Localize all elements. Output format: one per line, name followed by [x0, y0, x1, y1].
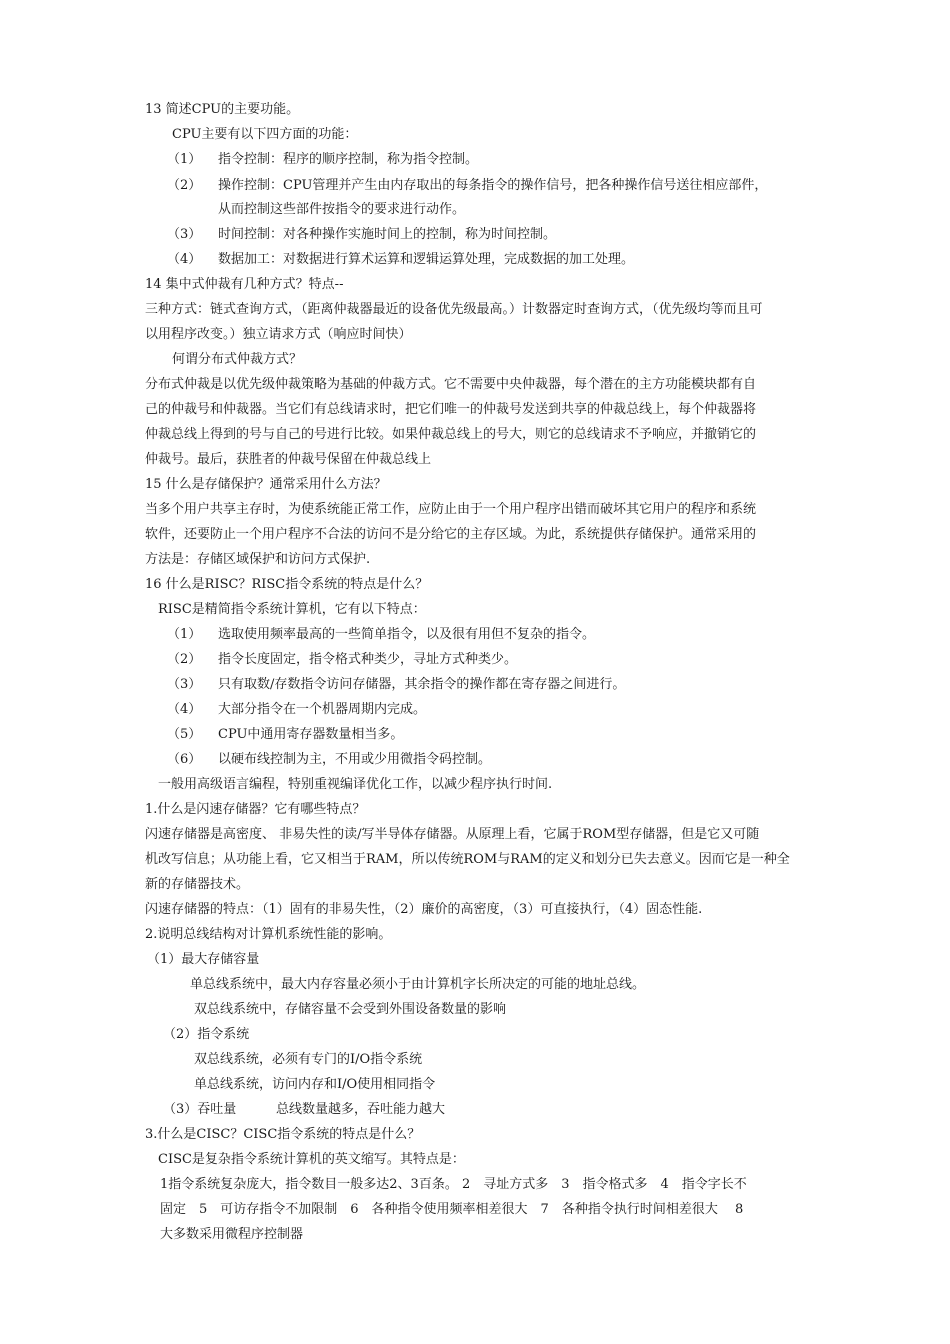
- s2-heading-2: （2）指令系统: [163, 1027, 250, 1042]
- q16-title: 16 什么是RISC？RISC指令系统的特点是什么？: [145, 577, 429, 592]
- s3-line-2: 固定 5 可访存指令不加限制 6 各种指令使用频率相差很大 7 各种指令执行时间相差很大 8: [160, 1202, 744, 1217]
- q13-item-4-text: 数据加工：对数据进行算术运算和逻辑运算处理，完成数据的加工处理。: [218, 252, 635, 267]
- q16-item-3-num: （3）: [167, 677, 202, 692]
- q13-item-4-num: （4）: [167, 252, 202, 267]
- q15-title: 15 什么是存储保护？通常采用什么方法？: [145, 477, 387, 492]
- q16-item-6-num: （6）: [167, 752, 202, 767]
- q13-title: 13 简述CPU的主要功能。: [145, 102, 300, 117]
- q15-line-2: 软件，还要防止一个用户程序不合法的访问不是分给它的主存区域。为此，系统提供存储保护。通常采用的: [145, 527, 757, 542]
- q14-line-2: 以用程序改变。）独立请求方式（响应时间快）: [145, 327, 412, 342]
- q13-item-3-text: 时间控制：对各种操作实施时间上的控制，称为时间控制。: [218, 227, 557, 242]
- s2-line-4: 单总线系统，访问内存和I/O使用相同指令: [194, 1077, 436, 1092]
- s2-line-5: 总线数量越多，吞吐能力越大: [276, 1102, 446, 1117]
- q14-sub-line-4: 仲裁号。最后，获胜者的仲裁号保留在仲裁总线上: [145, 452, 432, 467]
- q13-item-2-num: （2）: [167, 178, 202, 193]
- s2-line-1: 单总线系统中，最大内存容量必须小于由计算机字长所决定的可能的地址总线。: [190, 977, 646, 992]
- s2-line-2: 双总线系统中，存储容量不会受到外围设备数量的影响: [194, 1002, 507, 1017]
- q13-item-3-num: （3）: [167, 227, 202, 242]
- s2-title: 2.说明总线结构对计算机系统性能的影响。: [145, 927, 392, 942]
- q16-item-4-text: 大部分指令在一个机器周期内完成。: [218, 702, 427, 717]
- q14-title: 14 集中式仲裁有几种方式？特点--: [145, 277, 344, 292]
- q16-item-5-text: CPU中通用寄存器数量相当多。: [218, 727, 404, 742]
- s1-title: 1.什么是闪速存储器？它有哪些特点？: [145, 802, 366, 817]
- q16-intro: RISC是精简指令系统计算机，它有以下特点：: [158, 602, 426, 617]
- q13-item-2-text-cont: 从而控制这些部件按指令的要求进行动作。: [218, 202, 466, 217]
- s1-line-1: 闪速存储器是高密度、 非易失性的读/写半导体存储器。从原理上看，它属于ROM型存储器，但是它又可随: [145, 827, 760, 842]
- q16-item-6-text: 以硬布线控制为主，不用或少用微指令码控制。: [218, 752, 492, 767]
- s1-line-3: 新的存储器技术。: [145, 877, 250, 892]
- q14-sub-title: 何谓分布式仲裁方式？: [172, 352, 303, 367]
- q13-intro: CPU主要有以下四方面的功能：: [172, 127, 358, 142]
- q16-item-4-num: （4）: [167, 702, 202, 717]
- q16-item-5-num: （5）: [167, 727, 202, 742]
- s2-line-3: 双总线系统，必须有专门的I/O指令系统: [194, 1052, 423, 1067]
- s2-heading-3: （3）吞吐量: [163, 1102, 237, 1117]
- q13-item-1-text: 指令控制：程序的顺序控制，称为指令控制。: [218, 152, 479, 167]
- q14-line-1: 三种方式：链式查询方式，（距离仲裁器最近的设备优先级最高。）计数器定时查询方式，（优先级均等而且可: [145, 302, 763, 317]
- s3-line-1: 1指令系统复杂庞大，指令数目一般多达2、3百条。 2 寻址方式多 3 指令格式多 4 指令字长不: [160, 1177, 747, 1192]
- q14-sub-line-3: 仲裁总线上得到的号与自己的号进行比较。如果仲裁总线上的号大，则它的总线请求不予响应，并撤销它的: [145, 427, 757, 442]
- q15-line-1: 当多个用户共享主存时，为使系统能正常工作，应防止由于一个用户程序出错而破坏其它用户的程序和系统: [145, 502, 757, 517]
- q16-item-3-text: 只有取数/存数指令访问存储器，其余指令的操作都在寄存器之间进行。: [218, 677, 626, 692]
- s1-line-4: 闪速存储器的特点：（1）固有的非易失性，（2）廉价的高密度，（3）可直接执行，（4）固态性能.: [145, 902, 703, 917]
- q16-outro: 一般用高级语言编程，特别重视编译优化工作，以减少程序执行时间.: [158, 777, 553, 792]
- s2-heading-1: （1）最大存储容量: [147, 952, 260, 967]
- q14-sub-line-2: 己的仲裁号和仲裁器。当它们有总线请求时，把它们唯一的仲裁号发送到共享的仲裁总线上，每个仲裁器将: [145, 402, 757, 417]
- s3-intro: CISC是复杂指令系统计算机的英文缩写。其特点是：: [158, 1152, 465, 1167]
- q16-item-2-text: 指令长度固定，指令格式种类少，寻址方式种类少。: [218, 652, 518, 667]
- q13-item-1-num: （1）: [167, 152, 202, 167]
- q15-line-3: 方法是：存储区域保护和访问方式保护.: [145, 552, 371, 567]
- q13-item-2-text: 操作控制：CPU管理并产生由内存取出的每条指令的操作信号，把各种操作信号送往相应部件，: [218, 178, 768, 193]
- s3-title: 3.什么是CISC？CISC指令系统的特点是什么？: [145, 1127, 421, 1142]
- q16-item-1-num: （1）: [167, 627, 202, 642]
- q16-item-1-text: 选取使用频率最高的一些简单指令，以及很有用但不复杂的指令。: [218, 627, 596, 642]
- s1-line-2: 机改写信息；从功能上看，它又相当于RAM，所以传统ROM与RAM的定义和划分已失去意义。因而它是一种全: [145, 852, 790, 867]
- q16-item-2-num: （2）: [167, 652, 202, 667]
- q14-sub-line-1: 分布式仲裁是以优先级仲裁策略为基础的仲裁方式。它不需要中央仲裁器，每个潜在的主方功能模块都有自: [145, 377, 757, 392]
- s3-line-3: 大多数采用微程序控制器: [160, 1227, 304, 1242]
